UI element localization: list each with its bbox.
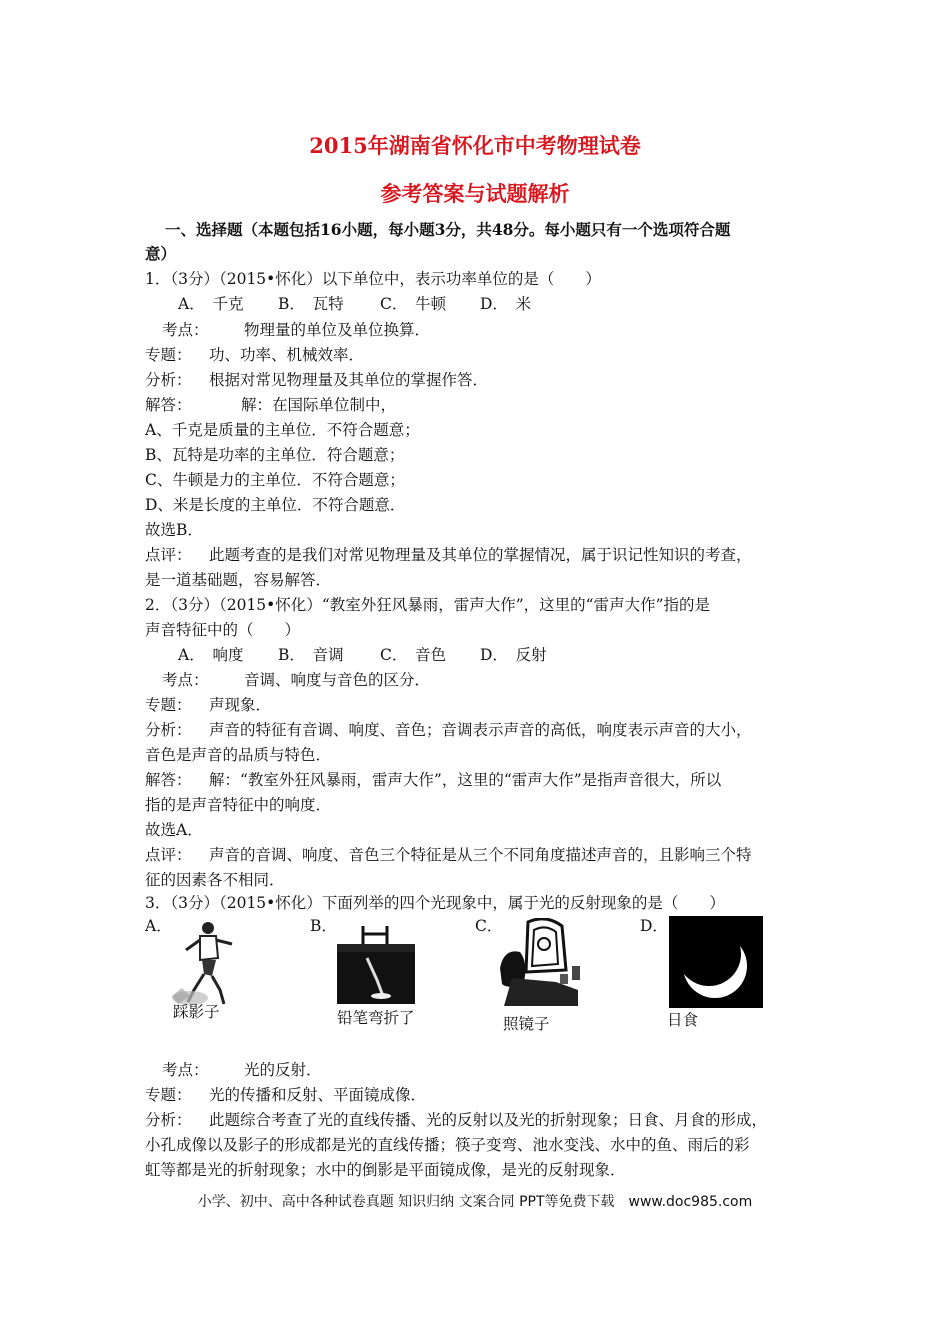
- page-footer: 小学、初中、高中各种试卷真题 知识归纳 文案合同 PPT等免费下载 www.doc985.com: [197, 1194, 753, 1210]
- q1-line-a: A、千克是质量的主单位．不符合题意；: [145, 421, 420, 439]
- q1-kaodian-label: 考点：: [162, 321, 209, 339]
- q3-option-a-letter: A．: [145, 917, 172, 935]
- q3-option-b-letter: B．: [310, 917, 337, 935]
- q2-dianping-row: [145, 843, 752, 867]
- page-subtitle: 参考答案与试题解析: [380, 181, 570, 206]
- q1-line-c: C、牛顿是力的主单位．不符合题意；: [145, 471, 405, 489]
- q3-option-d-letter: D．: [640, 917, 668, 935]
- q1-dianping-row: [145, 543, 752, 567]
- q2-zhuanti-label: 专题：: [145, 696, 192, 714]
- q2-dianping1: 声音的音调、响度、音色三个特征是从三个不同角度描述声音的，且影响三个特: [209, 846, 752, 864]
- q1-line-d: D、米是长度的主单位．不符合题意．: [145, 496, 406, 514]
- q1-dianping2: 是一道基础题，容易解答．: [145, 571, 332, 589]
- q2-dianping-label: 点评：: [145, 846, 192, 864]
- q3-kaodian-label: 考点：: [162, 1061, 209, 1079]
- q3-fenxi-label: 分析：: [145, 1111, 192, 1129]
- q1-option-d: D． 米: [480, 295, 532, 313]
- q1-line-b: B、瓦特是功率的主单位．符合题意；: [145, 446, 405, 464]
- q2-kaodian: 音调、响度与音色的区分．: [244, 671, 431, 689]
- q1-zhuanti: 功、功率、机械效率．: [209, 346, 365, 364]
- q3-stem: 3．（3分）（2015•怀化）下面列举的四个光现象中，属于光的反射现象的是（ ）: [145, 894, 725, 912]
- q1-kaodian: 物理量的单位及单位换算．: [244, 321, 431, 339]
- q3-caption-d: 日食: [667, 1011, 699, 1029]
- q1-kaodian-row: [162, 318, 430, 342]
- q1-dianping-label: 点评：: [145, 546, 192, 564]
- q2-jieda1: 解：“教室外狂风暴雨，雷声大作”，这里的“雷声大作”是指声音很大，所以: [209, 771, 722, 789]
- q1-zhuanti-label: 专题：: [145, 346, 192, 364]
- figure-bent-pencil: [337, 918, 415, 1004]
- q2-option-c: C． 音色: [380, 646, 447, 664]
- q1-dianping1: 此题考查的是我们对常见物理量及其单位的掌握情况，属于识记性知识的考查，: [209, 546, 752, 564]
- q1-option-c: C． 牛顿: [380, 295, 447, 313]
- q1-option-a: A． 千克: [178, 295, 244, 313]
- q1-jieda: 解：在国际单位制中，: [241, 396, 397, 414]
- q2-zhuanti-row: [145, 693, 271, 717]
- q1-option-b: B． 瓦特: [278, 295, 344, 313]
- q2-jieda-row: [145, 768, 721, 792]
- figure-mirror: [498, 918, 588, 1010]
- q3-caption-a: 踩影子: [173, 1003, 220, 1021]
- section-heading-line2: 意）: [145, 244, 177, 263]
- section-heading-line1: 一、选择题（本题包括16小题，每小题3分，共48分。每小题只有一个选项符合题: [165, 220, 731, 239]
- q2-fenxi2: 音色是声音的品质与特色．: [145, 746, 332, 764]
- q3-fenxi1: 此题综合考查了光的直线传播、光的反射以及光的折射现象；日食、月食的形成，: [209, 1111, 768, 1129]
- q1-fenxi-label: 分析：: [145, 371, 192, 389]
- q2-options: [178, 643, 547, 667]
- q1-fenxi: 根据对常见物理量及其单位的掌握作答．: [209, 371, 489, 389]
- q2-answer: 故选A．: [145, 821, 203, 839]
- q2-jieda2: 指的是声音特征中的响度．: [145, 796, 332, 814]
- q2-option-b: B． 音调: [278, 646, 344, 664]
- q2-fenxi-label: 分析：: [145, 721, 192, 739]
- q2-dianping2: 征的因素各不相同．: [145, 871, 285, 889]
- q3-caption-b: 铅笔弯折了: [337, 1009, 415, 1027]
- q2-fenxi-row: [145, 718, 752, 742]
- q2-stem1: 2．（3分）（2015•怀化）“教室外狂风暴雨，雷声大作”，这里的“雷声大作”指的是: [145, 596, 711, 614]
- q3-fenxi3: 虹等都是光的折射现象；水中的倒影是平面镜成像，是光的反射现象．: [145, 1161, 626, 1179]
- q3-option-c-letter: C．: [475, 917, 503, 935]
- q3-kaodian-row: [162, 1058, 322, 1082]
- q1-jieda-row: [145, 393, 396, 417]
- q1-jieda-label: 解答：: [145, 396, 192, 414]
- q2-kaodian-row: [162, 668, 430, 692]
- page-title: 2015年湖南省怀化市中考物理试卷: [309, 133, 641, 158]
- figure-stepping-shadow: [160, 918, 250, 1010]
- q2-fenxi1: 声音的特征有音调、响度、音色；音调表示声音的高低，响度表示声音的大小，: [209, 721, 752, 739]
- q3-fenxi2: 小孔成像以及影子的形成都是光的直线传播；筷子变弯、池水变浅、水中的鱼、雨后的彩: [145, 1136, 750, 1154]
- q3-zhuanti-row: [145, 1083, 426, 1107]
- q3-fenxi-row: [145, 1108, 767, 1132]
- q2-stem2: 声音特征中的（ ）: [145, 621, 301, 639]
- q2-kaodian-label: 考点：: [162, 671, 209, 689]
- q1-answer: 故选B．: [145, 521, 203, 539]
- q3-caption-c: 照镜子: [503, 1015, 550, 1033]
- q3-kaodian: 光的反射．: [244, 1061, 322, 1079]
- q2-zhuanti: 声现象．: [209, 696, 272, 714]
- q2-jieda-label: 解答：: [145, 771, 192, 789]
- q2-option-a: A． 响度: [178, 646, 244, 664]
- q1-zhuanti-row: [145, 343, 364, 367]
- q1-options: [178, 292, 531, 316]
- q3-zhuanti-label: 专题：: [145, 1086, 192, 1104]
- q1-stem: 1．（3分）（2015•怀化）以下单位中，表示功率单位的是（ ）: [145, 270, 601, 288]
- q2-option-d: D． 反射: [480, 646, 547, 664]
- q1-fenxi-row: [145, 368, 488, 392]
- q3-zhuanti: 光的传播和反射、平面镜成像．: [209, 1086, 427, 1104]
- figure-solar-eclipse: [669, 916, 763, 1008]
